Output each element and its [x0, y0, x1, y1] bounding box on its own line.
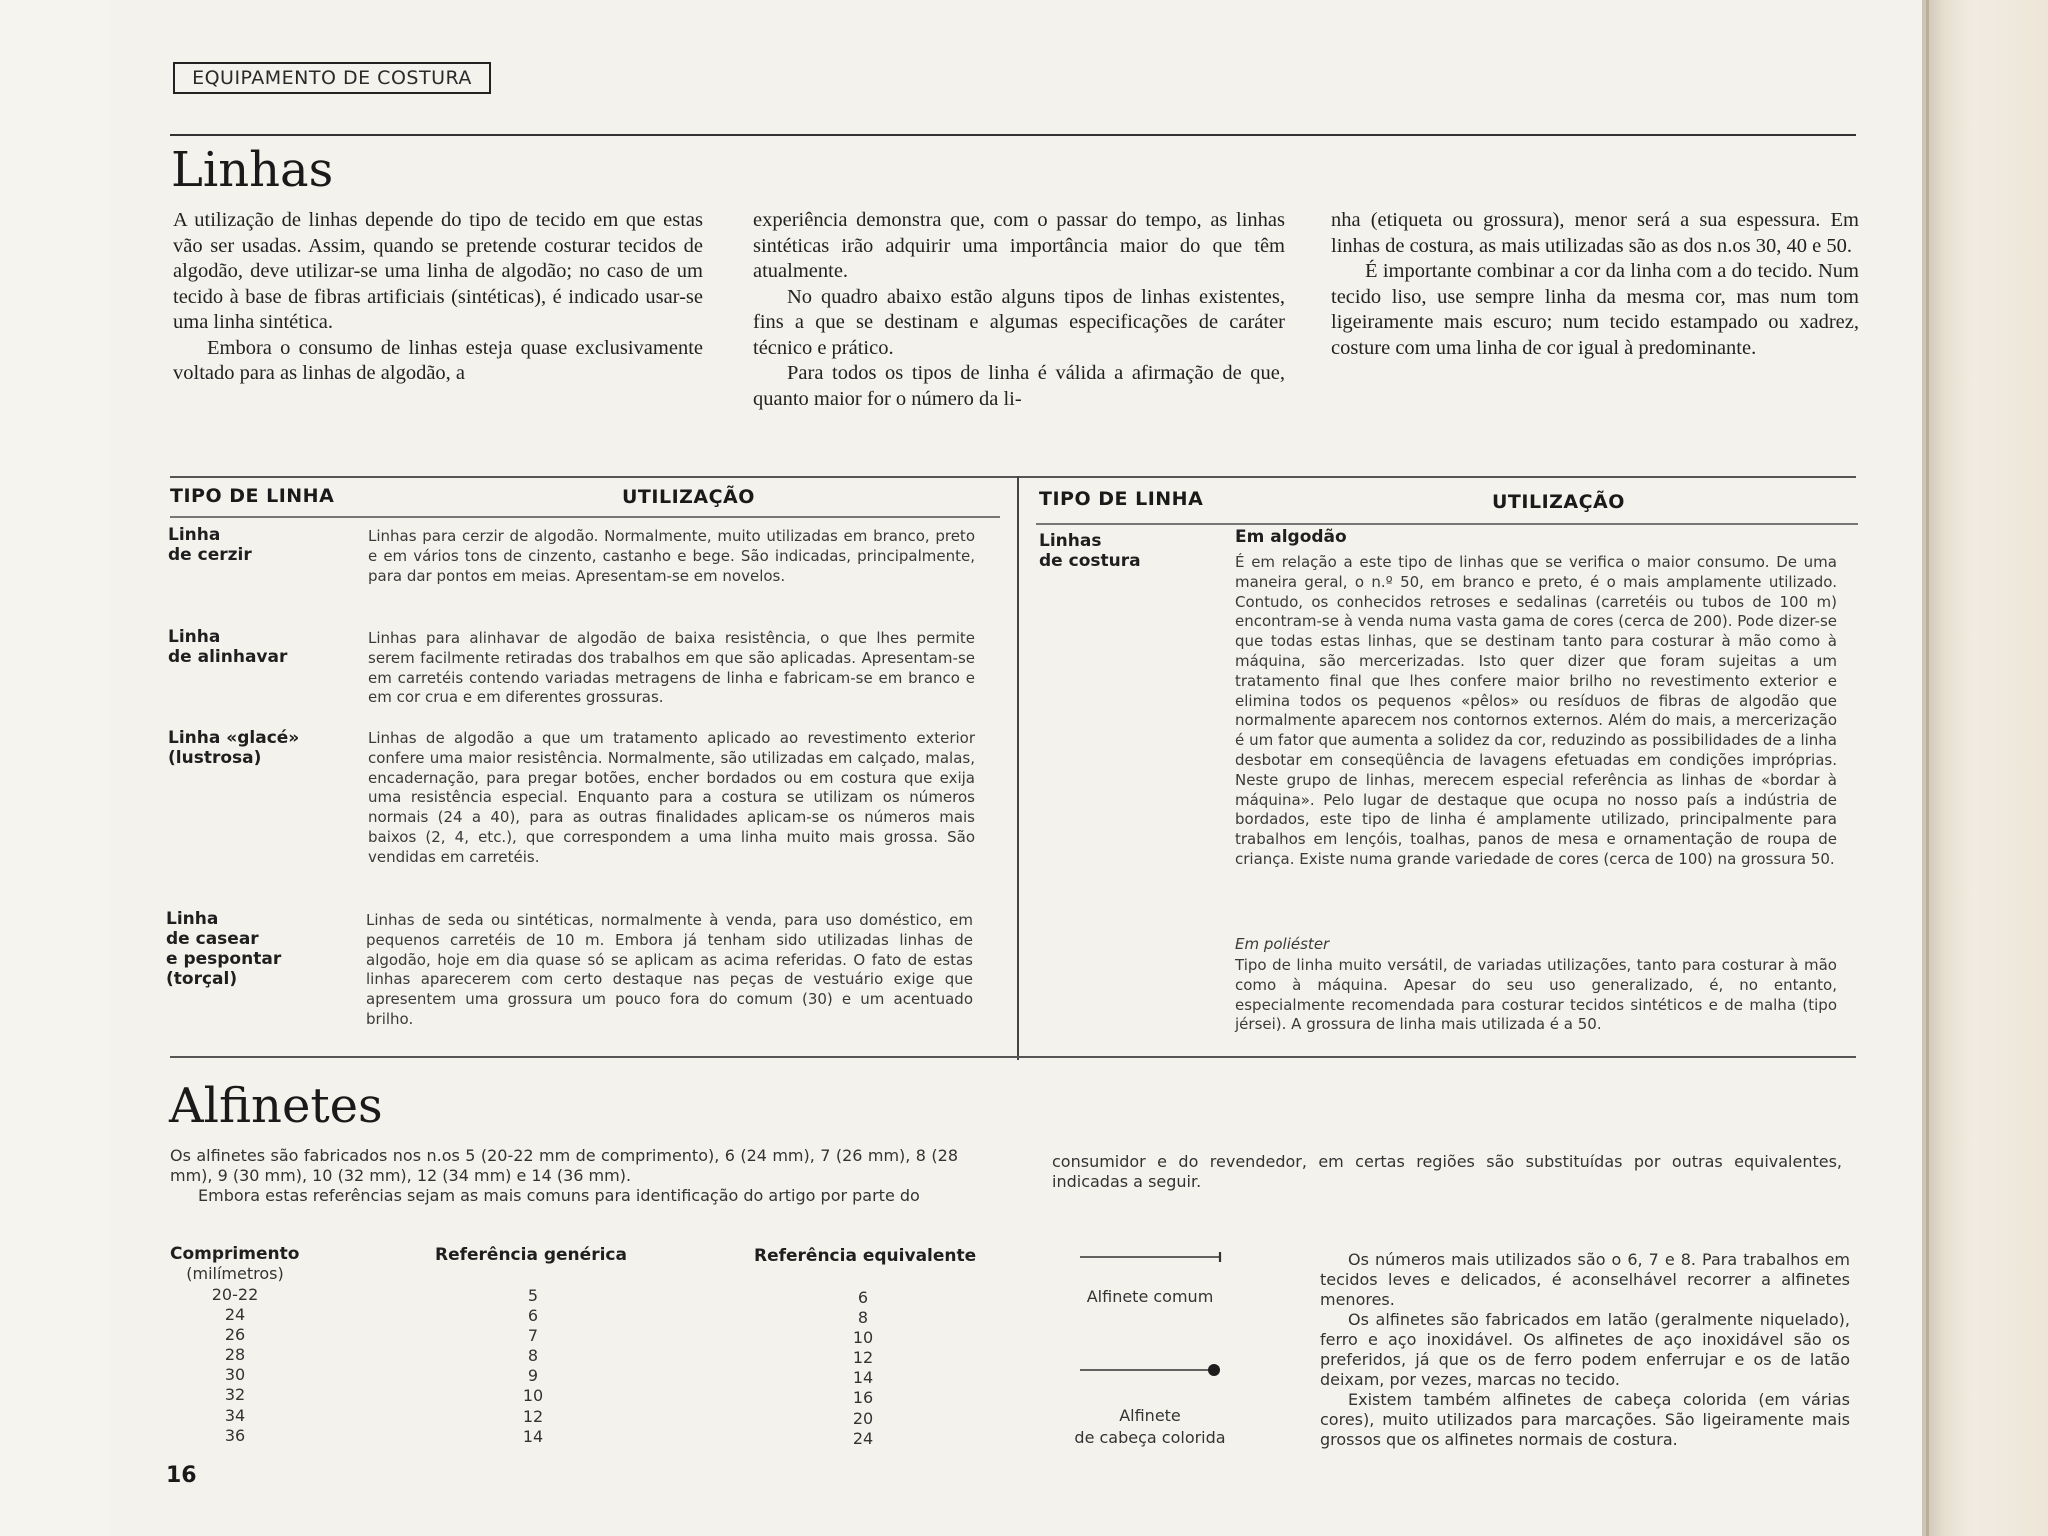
paragraph: Os alfinetes são fabricados em latão (geralmente niquelado), ferro e aço inoxidável. Os alfinetes de aço inoxidável são os preferidos, já que os de ferro podem enferrujar e os de latão deixam, por vezes, marcas no tecido.: [1320, 1310, 1850, 1389]
table-top-rule: [170, 476, 1856, 478]
paragraph: Existem também alfinetes de cabeça colorida (em várias cores), muito utilizados para marcações. São ligeiramente mais grossos que os alfinetes normais de costura.: [1320, 1390, 1850, 1449]
alfinetes-notes: [1320, 1250, 1850, 1450]
linhas-col-2: [753, 208, 1285, 412]
paragraph: Os alfinetes são fabricados nos n.os 5 (20-22 mm de comprimento), 6 (24 mm), 7 (26 mm), 8 (28 mm), 9 (30 mm), 10 (32 mm), 12 (34 mm) e 14 (36 mm).: [170, 1146, 958, 1185]
pin-colored-head-icon: [1076, 1362, 1226, 1378]
linhas-col-1: [173, 208, 703, 387]
ref-cell-generica: 10: [522, 1386, 544, 1406]
ref-cell-comprimento: 30: [224, 1365, 246, 1385]
ref-cell-equivalente: 8: [857, 1308, 869, 1328]
alfinetes-title: Alfinetes: [169, 1078, 383, 1134]
ref-cell-generica: 6: [527, 1306, 539, 1326]
ref-cell-equivalente: 14: [852, 1368, 874, 1388]
ref-cell-comprimento: 26: [224, 1325, 246, 1345]
ref-cell-generica: 14: [522, 1426, 544, 1446]
alfinetes-intro-left: [170, 1146, 958, 1206]
header-rule: [170, 134, 1856, 136]
page-number: 16: [166, 1463, 197, 1488]
subhead-em-algodao: Em algodão: [1235, 527, 1347, 547]
desc-linha-de-cerzir: Linhas para cerzir de algodão. Normalmente, muito utilizadas em branco, preto e em vários tons de cinzento, castanho e bege. São indicadas, principalmente, para dar pontos em meias. Apresentam-se em novelos.: [368, 527, 975, 585]
table-head-util-right: UTILIZAÇÃO: [1492, 491, 1625, 513]
table-divider: [1017, 476, 1019, 1060]
page-edge: [1926, 0, 1929, 1536]
ref-col-comprimento: [190, 1285, 280, 1446]
table-head-rule-left: [170, 516, 1000, 518]
ref-cell-equivalente: 16: [852, 1388, 874, 1408]
paragraph: No quadro abaixo estão alguns tipos de linhas existentes, fins a que se destinam e algumas especificações de caráter técnico e prático.: [753, 285, 1285, 359]
paragraph: Embora o consumo de linhas esteja quase exclusivamente voltado para as linhas de algodão, a: [173, 336, 703, 384]
ref-cell-comprimento: 24: [224, 1305, 246, 1325]
ref-cell-generica: 7: [527, 1326, 539, 1346]
pin-colored-label-line-2: de cabeça colorida: [1074, 1428, 1226, 1447]
paragraph: experiência demonstra que, com o passar do tempo, as linhas sintéticas irão adquirir uma importância maior do que têm atualmente.: [753, 209, 1285, 282]
ref-head-equivalente: Referência equivalente: [754, 1246, 977, 1266]
paragraph: nha (etiqueta ou grossura), menor será a sua espessura. Em linhas de costura, as mais utilizadas são as dos n.os 30, 40 e 50.: [1331, 209, 1859, 257]
desc-em-algodao: É em relação a este tipo de linhas que se verifica o maior consumo. De uma maneira geral, o n.º 50, em branco e preto, é o mais amplamente utilizado. Contudo, os conhecidos retroses e sedalinas (carretéis ou tubos de 100 m) encontram-se à venda numa vasta gama de cores (cerca de 200). Pode dizer-se que todas estas linhas, que se destinam tanto para costurar à mão como à máquina, são mercerizadas. Isto quer dizer que foram sujeitas a um tratamento final que lhes confere maior brilho no revestimento exterior e elimina todos os pequenos «pêlos» ou resíduos de fibras de algodão que normalmente aparecem nos contornos externos. Além do mais, a mercerização é um fator que aumenta a solidez da cor, reduzindo as possibilidades de a linha desbotar em conseqüência de lavagens efetuadas em condições impróprias. Neste grupo de linhas, merecem especial referência as linhas de «bordar à máquina». Pelo lugar de destaque que ocupa no nosso país a indústria de bordados, este tipo de linha é amplamente utilizado, principalmente para trabalhos em lençóis, toalhas, panos de mesa e ornamentação de roupa de criança. Existe numa grande variedade de cores (cerca de 100) na grossura 50.: [1235, 553, 1837, 868]
ref-cell-comprimento: 34: [224, 1405, 246, 1425]
table-head-util-left: UTILIZAÇÃO: [622, 486, 755, 508]
desc-linha-glace: Linhas de algodão a que um tratamento aplicado ao revestimento exterior confere uma maior resistência. Normalmente, são utilizadas em calçado, malas, encadernação, para pregar botões, encher bordados ou em costura que exija uma resistência especial. Enquanto para a costura se utilizam os números normais (24 a 40), para as outras finalidades aplicam-se os números mais baixos (2, 4, etc.), que correspondem a uma linha muito mais grossa. São vendidas em carretéis.: [368, 729, 975, 866]
ref-col-equivalente: [818, 1288, 908, 1449]
term-linhas-de-costura: Linhas de costura: [1039, 531, 1141, 571]
linhas-col-3: [1331, 208, 1859, 361]
linhas-title: Linhas: [171, 142, 334, 198]
paragraph: Embora estas referências sejam as mais comuns para identificação do artigo por parte do: [198, 1186, 920, 1205]
ref-head-comprimento: Comprimento: [170, 1244, 300, 1264]
subhead-em-poliester: Em poliéster: [1235, 935, 1330, 953]
section-label: EQUIPAMENTO DE COSTURA: [173, 62, 491, 94]
paragraph: A utilização de linhas depende do tipo de tecido em que estas vão ser usadas. Assim, quando se pretende costurar tecidos de algodão, deve utilizar-se uma linha de algodão; no caso de um tecido à base de fibras artificiais (sintéticas), é indicado usar-se uma linha sintética.: [173, 209, 703, 333]
desc-linha-de-casear: Linhas de seda ou sintéticas, normalmente à venda, para uso doméstico, em pequenos carretéis de 10 m. Embora já tenham sido utilizadas linhas de algodão, hoje em dia quase só se aplicam as acima referidas. O fato de estas linhas aparecerem com certo destaque nas peças de vestuário exige que apresentem uma grossura um pouco fora do comum (30) e um acentuado brilho.: [366, 911, 973, 1028]
ref-cell-equivalente: 20: [852, 1408, 874, 1428]
ref-cell-equivalente: 6: [857, 1288, 869, 1307]
desc-linha-de-alinhavar: Linhas para alinhavar de algodão de baixa resistência, o que lhes permite serem facilmente retiradas dos trabalhos em que são aplicadas. Apresentam-se em carretéis contendo variadas metragens de linha e fabricam-se em branco e em cor crua e em diferentes grossuras.: [368, 629, 975, 707]
ref-head-generica: Referência genérica: [435, 1245, 627, 1265]
pin-common-label: Alfinete comum: [1086, 1287, 1214, 1306]
ref-cell-equivalente: 24: [852, 1428, 874, 1448]
pin-colored-label: [1056, 1405, 1244, 1449]
desc-em-poliester: Tipo de linha muito versátil, de variadas utilizações, tanto para costurar à mão como à máquina. Apesar do seu uso generalizado, é, no entanto, especialmente recomendada para costurar tecidos sintéticos e de malha (tipo jérsei). A grossura de linha mais utilizada é a 50.: [1235, 956, 1837, 1034]
ref-cell-generica: 12: [522, 1406, 544, 1426]
table-head-tipo-left: TIPO DE LINHA: [170, 485, 335, 507]
term-linha-glace: Linha «glacé» (lustrosa): [168, 728, 300, 768]
ref-col-generica: [488, 1286, 578, 1447]
paragraph: Os números mais utilizados são o 6, 7 e 8. Para trabalhos em tecidos leves e delicados, é aconselhável recorrer a alfinetes menores.: [1320, 1250, 1850, 1309]
table-bottom-rule: [170, 1056, 1856, 1058]
ref-cell-comprimento: 36: [224, 1425, 246, 1445]
ref-cell-generica: 5: [527, 1286, 539, 1305]
book-spine: [1922, 0, 2048, 1536]
ref-cell-comprimento: 32: [224, 1385, 246, 1405]
ref-cell-generica: 9: [527, 1366, 539, 1386]
ref-cell-equivalente: 10: [852, 1328, 874, 1348]
table-head-tipo-right: TIPO DE LINHA: [1039, 488, 1204, 510]
ref-cell-comprimento: 28: [224, 1345, 246, 1365]
term-linha-de-cerzir: Linha de cerzir: [168, 525, 252, 565]
ref-head-unit: (milímetros): [186, 1264, 284, 1283]
ref-cell-comprimento: 20-22: [211, 1285, 259, 1304]
pin-colored-label-line-1: Alfinete: [1119, 1406, 1181, 1425]
term-linha-de-casear: Linha de casear e pespontar (torçal): [166, 909, 282, 989]
term-linha-de-alinhavar: Linha de alinhavar: [168, 627, 288, 667]
ref-cell-generica: 8: [527, 1346, 539, 1366]
ref-cell-equivalente: 12: [852, 1348, 874, 1368]
table-head-rule-right: [1036, 523, 1858, 525]
paragraph: Para todos os tipos de linha é válida a afirmação de que, quanto maior for o número da li-: [753, 362, 1285, 410]
paragraph: É importante combinar a cor da linha com a do tecido. Num tecido liso, use sempre linha da mesma cor, mas num tom ligeiramente mais escuro; num tecido estampado ou xadrez, costure com uma linha de cor igual à predominante.: [1331, 260, 1859, 359]
pin-common-icon: [1076, 1250, 1226, 1266]
alfinetes-intro-right: consumidor e do revendedor, em certas regiões são substituídas por outras equivalentes, indicadas a seguir.: [1052, 1152, 1842, 1191]
